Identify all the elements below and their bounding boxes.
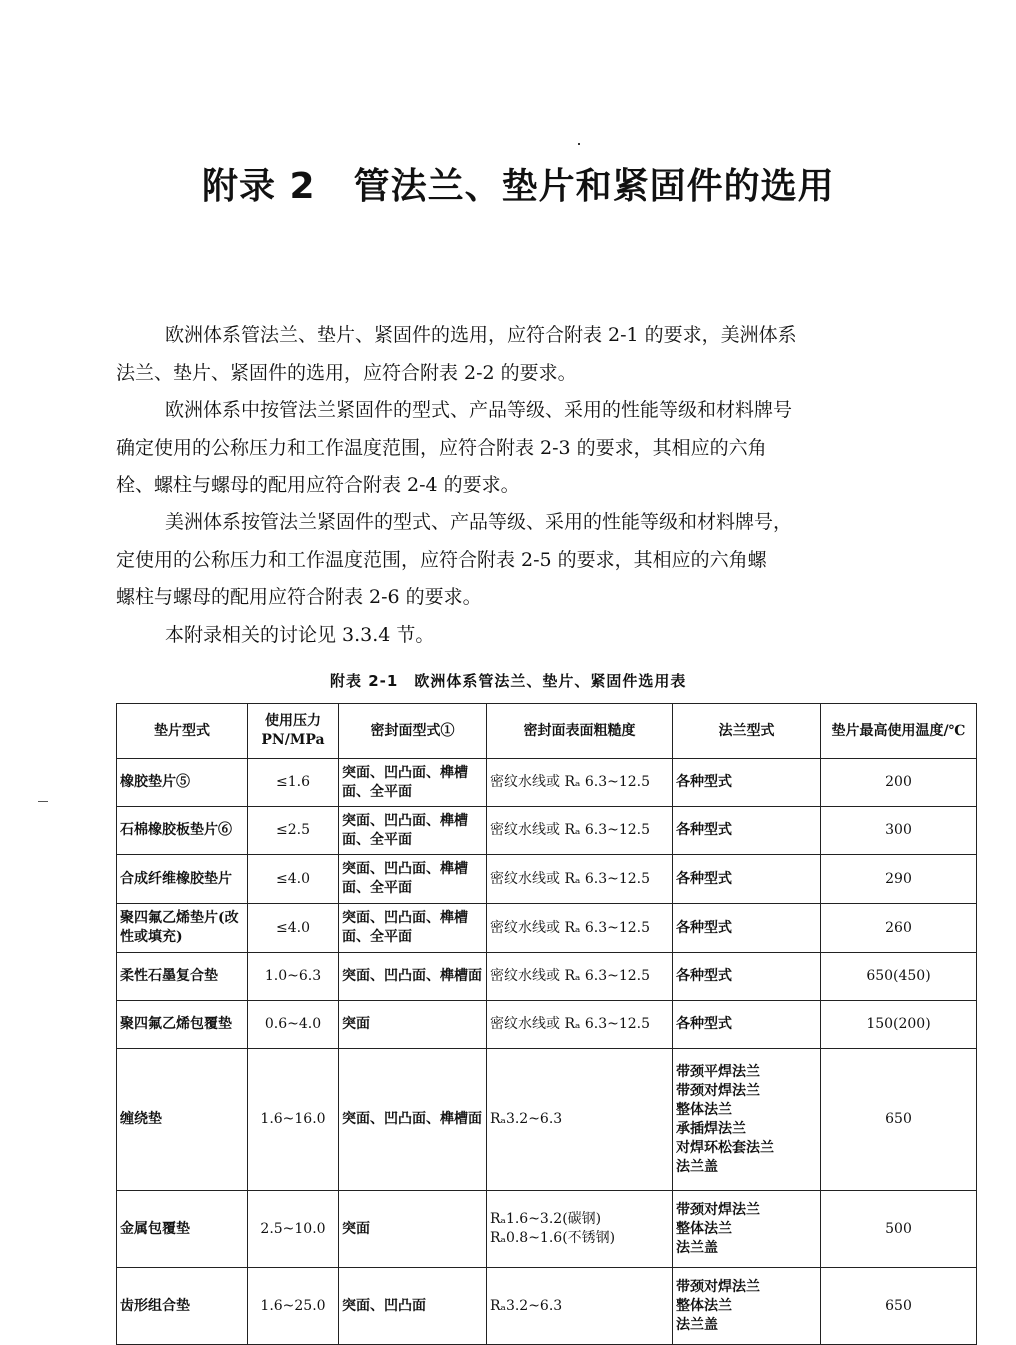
flange-type-cell (673, 1191, 821, 1268)
flange-type-item: 法兰盖 (676, 1158, 718, 1175)
table-row (117, 1268, 977, 1345)
gasket-type-cell: 缠绕垫 (117, 1049, 248, 1191)
scan-speck (578, 143, 580, 145)
header-seal-face: 密封面型式① (339, 704, 487, 759)
paragraph-line: 本附录相关的讨论见 3.3.4 节。 (165, 624, 435, 646)
roughness-cell: 密纹水线或 Rₐ 6.3~12.5 (487, 1001, 673, 1049)
seal-face-cell: 突面、凹凸面、榫槽面、全平面 (339, 759, 487, 807)
header-roughness: 密封面表面粗糙度 (487, 704, 673, 759)
table-title: 欧洲体系管法兰、垫片、紧固件选用表 (414, 672, 687, 690)
gasket-type-cell: 金属包覆垫 (117, 1191, 248, 1268)
table-row (117, 759, 977, 807)
max-temp-cell: 200 (821, 759, 977, 807)
pressure-cell: ≤4.0 (248, 904, 339, 953)
gasket-type-cell: 合成纤维橡胶垫片 (117, 855, 248, 904)
table-header-row (117, 704, 977, 759)
header-pressure: 使用压力 PN/MPa (248, 704, 339, 759)
flange-type-cell (673, 807, 821, 855)
seal-face-cell: 突面、凹凸面、榫槽面、全平面 (339, 807, 487, 855)
seal-face-cell: 突面、凹凸面、榫槽面 (339, 1049, 487, 1191)
flange-type-item: 各种型式 (676, 919, 732, 936)
flange-type-cell (673, 1049, 821, 1191)
appendix-title (202, 158, 922, 209)
gasket-selection-table (116, 703, 977, 1345)
flange-type-item: 法兰盖 (676, 1239, 718, 1256)
paragraph-line: 确定使用的公称压力和工作温度范围，应符合附表 2-3 的要求，其相应的六角 (116, 436, 767, 459)
pressure-cell: ≤2.5 (248, 807, 339, 855)
table-caption (330, 670, 686, 691)
flange-type-item: 承插焊法兰 (676, 1120, 746, 1137)
paragraph-line: 美洲体系按管法兰紧固件的型式、产品等级、采用的性能等级和材料牌号， (165, 511, 793, 533)
flange-type-cell (673, 1268, 821, 1345)
max-temp-cell: 650 (821, 1268, 977, 1345)
paragraph-1 (116, 317, 1016, 392)
flange-type-item: 法兰盖 (676, 1316, 718, 1333)
max-temp-cell: 650(450) (821, 953, 977, 1001)
roughness-cell: 密纹水线或 Rₐ 6.3~12.5 (487, 904, 673, 953)
gasket-type-cell: 橡胶垫片⑤ (117, 759, 248, 807)
paragraph-line: 欧洲体系管法兰、垫片、紧固件的选用，应符合附表 2-1 的要求，美洲体系 (165, 324, 797, 346)
flange-type-item: 各种型式 (676, 1016, 732, 1032)
max-temp-cell: 260 (821, 904, 977, 953)
table-row (117, 1191, 977, 1268)
roughness-cell: Rₐ3.2~6.3 (487, 1049, 673, 1191)
paragraph-line: 法兰、垫片、紧固件的选用，应符合附表 2-2 的要求。 (116, 361, 577, 384)
paragraph-2 (116, 392, 1016, 505)
max-temp-cell: 650 (821, 1049, 977, 1191)
flange-type-item: 带颈对焊法兰 (676, 1278, 760, 1295)
flange-type-item: 带颈对焊法兰 (676, 1082, 760, 1099)
roughness-cell: Rₐ3.2~6.3 (487, 1268, 673, 1345)
max-temp-cell: 290 (821, 855, 977, 904)
flange-type-item: 各种型式 (676, 968, 732, 984)
flange-type-item: 带颈对焊法兰 (676, 1201, 760, 1218)
flange-type-item: 各种型式 (676, 774, 732, 790)
paragraph-3 (116, 504, 1016, 617)
roughness-cell: 密纹水线或 Rₐ 6.3~12.5 (487, 855, 673, 904)
table-number: 附表 2-1 (330, 672, 399, 690)
flange-type-item: 各种型式 (676, 822, 732, 838)
paragraph-4 (116, 617, 1016, 655)
flange-type-cell (673, 1001, 821, 1049)
table-body (117, 759, 977, 1345)
paragraph-line: 欧洲体系中按管法兰紧固件的型式、产品等级、采用的性能等级和材料牌号 (165, 399, 793, 421)
flange-type-cell (673, 759, 821, 807)
flange-type-item: 整体法兰 (676, 1220, 732, 1237)
seal-face-cell: 突面、凹凸面、榫槽面 (339, 953, 487, 1001)
table-row (117, 953, 977, 1001)
table-row (117, 1001, 977, 1049)
flange-type-cell (673, 953, 821, 1001)
seal-face-cell: 突面 (339, 1001, 487, 1049)
roughness-cell: 密纹水线或 Rₐ 6.3~12.5 (487, 759, 673, 807)
flange-type-item: 整体法兰 (676, 1101, 732, 1118)
gasket-type-cell: 聚四氟乙烯垫片(改性或填充) (117, 904, 248, 953)
pressure-cell: 1.0~6.3 (248, 953, 339, 1001)
pressure-cell: 0.6~4.0 (248, 1001, 339, 1049)
max-temp-cell: 500 (821, 1191, 977, 1268)
paragraph-line: 栓、螺柱与螺母的配用应符合附表 2-4 的要求。 (116, 474, 520, 496)
appendix-heading: 管法兰、垫片和紧固件的选用 (353, 166, 835, 207)
scan-margin-mark (38, 801, 48, 802)
paragraph-line: 螺柱与螺母的配用应符合附表 2-6 的要求。 (116, 586, 482, 608)
max-temp-cell: 150(200) (821, 1001, 977, 1049)
flange-type-item: 对焊环松套法兰 (676, 1139, 774, 1156)
header-max-temp: 垫片最高使用温度/℃ (821, 704, 977, 759)
flange-type-cell (673, 904, 821, 953)
paragraph-line: 定使用的公称压力和工作温度范围，应符合附表 2-5 的要求，其相应的六角螺 (116, 548, 767, 571)
seal-face-cell: 突面 (339, 1191, 487, 1268)
table-row (117, 904, 977, 953)
gasket-type-cell: 聚四氟乙烯包覆垫 (117, 1001, 248, 1049)
gasket-type-cell: 齿形组合垫 (117, 1268, 248, 1345)
header-gasket-type: 垫片型式 (117, 704, 248, 759)
flange-type-item: 各种型式 (676, 870, 732, 887)
pressure-cell: ≤4.0 (248, 855, 339, 904)
flange-type-item: 整体法兰 (676, 1297, 732, 1314)
roughness-cell: 密纹水线或 Rₐ 6.3~12.5 (487, 807, 673, 855)
seal-face-cell: 突面、凹凸面、榫槽面、全平面 (339, 855, 487, 904)
header-flange-type: 法兰型式 (673, 704, 821, 759)
appendix-number: 附录 2 (202, 166, 316, 207)
table-row (117, 1049, 977, 1191)
roughness-cell: Rₐ1.6~3.2(碳钢) Rₐ0.8~1.6(不锈钢) (487, 1191, 673, 1268)
max-temp-cell: 300 (821, 807, 977, 855)
seal-face-cell: 突面、凹凸面、榫槽面、全平面 (339, 904, 487, 953)
table-row (117, 855, 977, 904)
pressure-cell: 1.6~16.0 (248, 1049, 339, 1191)
flange-type-item: 带颈平焊法兰 (676, 1063, 760, 1080)
gasket-type-cell: 石棉橡胶板垫片⑥ (117, 807, 248, 855)
roughness-cell: 密纹水线或 Rₐ 6.3~12.5 (487, 953, 673, 1001)
gasket-type-cell: 柔性石墨复合垫 (117, 953, 248, 1001)
flange-type-cell (673, 855, 821, 904)
pressure-cell: 2.5~10.0 (248, 1191, 339, 1268)
seal-face-cell: 突面、凹凸面 (339, 1268, 487, 1345)
pressure-cell: ≤1.6 (248, 759, 339, 807)
pressure-cell: 1.6~25.0 (248, 1268, 339, 1345)
table-row (117, 807, 977, 855)
